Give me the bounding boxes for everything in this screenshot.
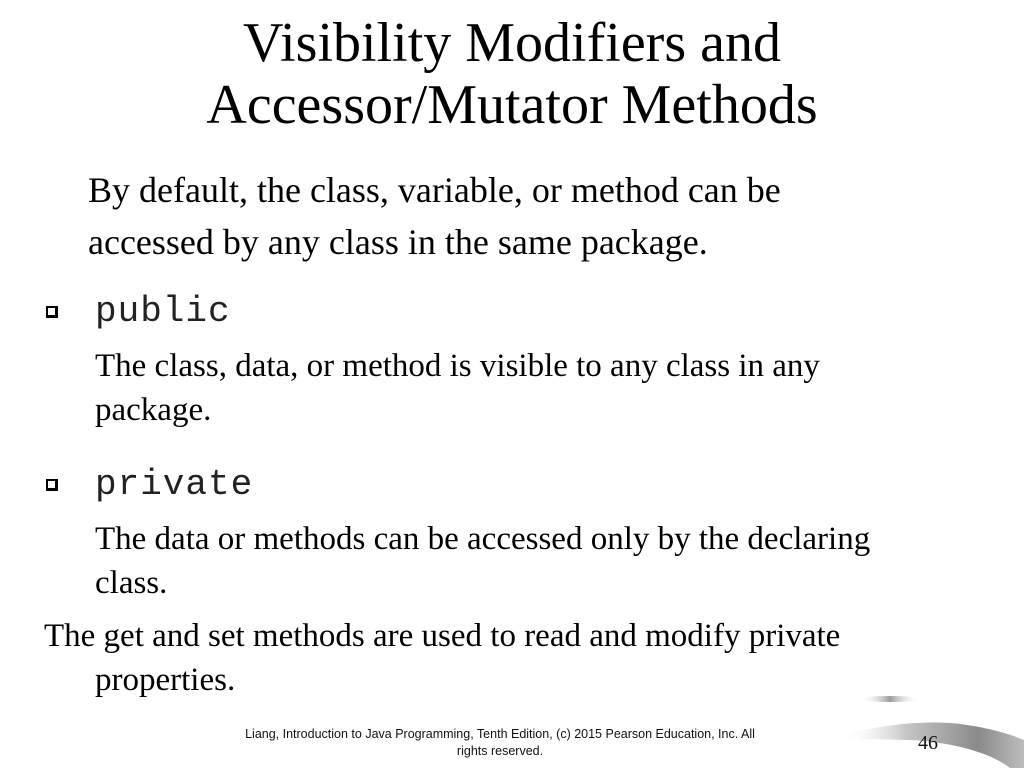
checkbox-bullet-icon bbox=[46, 306, 58, 318]
intro-line-1: By default, the class, variable, or method can be bbox=[88, 170, 781, 210]
closing-paragraph bbox=[44, 614, 1004, 702]
title-line-2: Accessor/Mutator Methods bbox=[206, 74, 818, 136]
keyword-private: private bbox=[95, 464, 254, 505]
page-number: 46 bbox=[918, 732, 938, 754]
decorative-swoosh-icon bbox=[860, 696, 920, 704]
copyright-footer bbox=[200, 726, 800, 760]
bullet-public-description bbox=[95, 344, 975, 432]
keyword-public: public bbox=[95, 291, 231, 332]
bullet-public-desc-line-1: The class, data, or method is visible to any class in any bbox=[95, 348, 820, 384]
footer-line-2: rights reserved. bbox=[456, 744, 544, 758]
bullet-private-desc-line-1: The data or methods can be accessed only by the declaring bbox=[95, 521, 871, 557]
checkbox-bullet-icon bbox=[46, 479, 58, 491]
closing-line-2: properties. bbox=[95, 662, 236, 698]
intro-paragraph bbox=[88, 164, 988, 268]
title-line-1: Visibility Modifiers and bbox=[243, 12, 781, 74]
bullet-public-desc-line-2: package. bbox=[95, 392, 212, 428]
intro-line-2: accessed by any class in the same package. bbox=[88, 222, 708, 262]
closing-line-1: The get and set methods are used to read and modify private bbox=[44, 618, 841, 654]
bullet-private-description bbox=[95, 517, 975, 605]
slide-title bbox=[0, 12, 1024, 136]
bullet-private-desc-line-2: class. bbox=[95, 565, 168, 601]
footer-line-1: Liang, Introduction to Java Programming, Tenth Edition, (c) 2015 Pearson Education, Inc. All bbox=[245, 727, 755, 741]
